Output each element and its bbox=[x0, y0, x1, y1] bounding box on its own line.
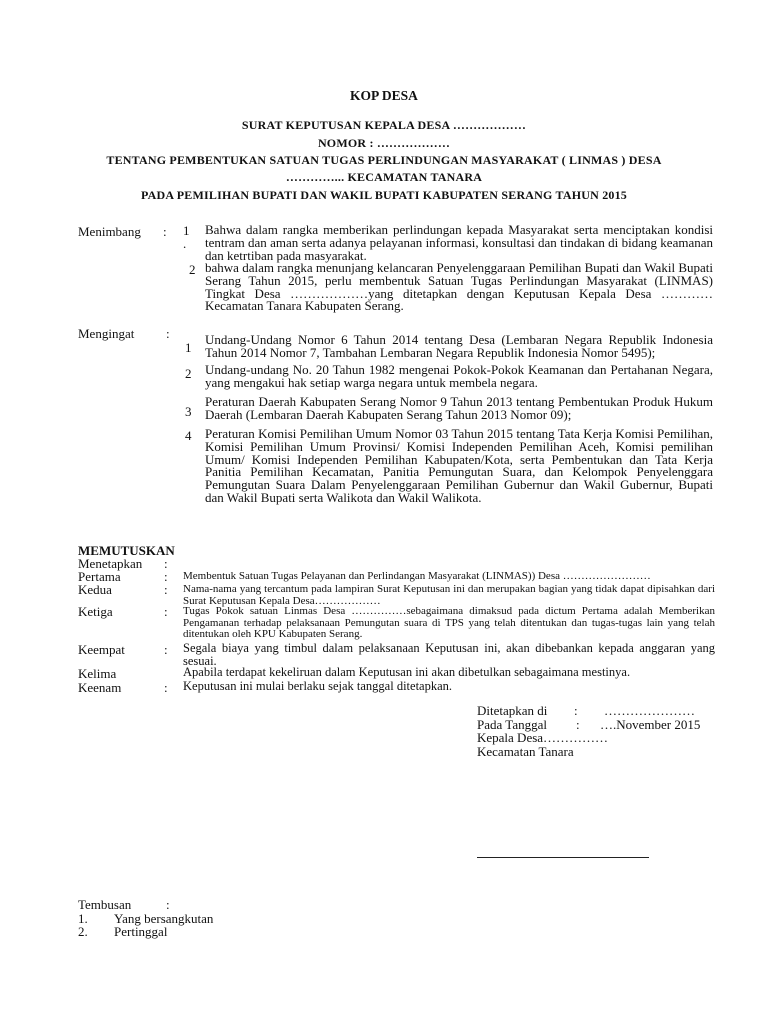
tembusan-colon: : bbox=[166, 897, 170, 912]
keempat-colon: : bbox=[164, 642, 168, 657]
decree-number: NOMOR : ……………… bbox=[317, 136, 451, 150]
mengingat-item-1: Undang-Undang Nomor 6 Tahun 2014 tentang Desa (Lembaran Negara Republik Indonesia Tahun 2014 Nomor 7, Tambahan Lembaran Negara Republik Indonesia Nomor 5495); bbox=[205, 332, 713, 360]
ketiga-text: Tugas Pokok satuan Linmas Desa ……………sebagaimana dimaksud pada dictum Pertama adalah Memberikan Pengamanan terhadap pelaksanaan Pemungutan suara di TPS yang telah ditentukan dan tugas-tugas lain yang telah ditentukan oleh KPU Kabupaten Serang. bbox=[183, 605, 715, 640]
kedua-label: Kedua bbox=[78, 582, 112, 597]
kecamatan-label: Kecamatan Tanara bbox=[477, 744, 574, 759]
decree-title: SURAT KEPUTUSAN KEPALA DESA ……………… bbox=[241, 118, 527, 132]
menimbang-item-2: bahwa dalam rangka menunjang kelancaran Penyelenggaraan Pemilihan Bupati dan Wakil Bupati Serang Tahun 2015, perlu membentuk Satuan Tugas Perlindungan Masyarakat (LINMAS) Tingkat Desa ………………yang ditetapkan dengan Keputusan Kepala Desa …………Kecamatan Tanara Kabupaten Serang. bbox=[205, 260, 713, 314]
kedua-colon: : bbox=[164, 582, 168, 597]
kedua-text: Nama-nama yang tercantum pada lampiran Surat Keputusan ini dan merupakan bagian yang tidak dapat dipisahkan dari Surat Keputusan Kepala Desa……………… bbox=[183, 583, 715, 607]
decree-subject: TENTANG PEMBENTUKAN SATUAN TUGAS PERLINDUNGAN MASYARAKAT ( LINMAS ) DESA bbox=[106, 153, 662, 167]
keempat-label: Keempat bbox=[78, 642, 125, 657]
ditetapkan-value: ………………… bbox=[604, 703, 695, 718]
decree-subject-election: PADA PEMILIHAN BUPATI DAN WAKIL BUPATI KABUPATEN SERANG TAHUN 2015 bbox=[140, 188, 628, 202]
tembusan-item-1: Yang bersangkutan bbox=[114, 911, 214, 926]
keenam-label: Keenam bbox=[78, 680, 122, 695]
ketiga-label: Ketiga bbox=[78, 604, 113, 619]
tanggal-colon: : bbox=[576, 717, 580, 732]
keempat-text: Segala biaya yang timbul dalam pelaksanaan Keputusan ini, akan dibebankan kepada anggaran yang sesuai. bbox=[183, 641, 715, 668]
kelima-text: Apabila terdapat kekeliruan dalam Keputusan ini akan dibetulkan sebagaimana mestinya. bbox=[183, 665, 631, 679]
menimbang-num-2: 2 bbox=[189, 262, 196, 277]
keenam-text: Keputusan ini mulai berlaku sejak tanggal ditetapkan. bbox=[183, 679, 453, 693]
ketiga-colon: : bbox=[164, 604, 168, 619]
memutuskan-heading: MEMUTUSKAN bbox=[78, 543, 175, 558]
mengingat-num-1: 1 bbox=[185, 340, 192, 355]
signature-line bbox=[477, 857, 649, 858]
mengingat-num-3: 3 bbox=[185, 404, 192, 419]
mengingat-num-4: 4 bbox=[185, 428, 192, 443]
decree-subject-village: …………... KECAMATAN TANARA bbox=[285, 170, 483, 184]
tembusan-item-2: Pertinggal bbox=[114, 924, 168, 939]
ditetapkan-label: Ditetapkan di bbox=[477, 703, 548, 718]
keenam-colon: : bbox=[164, 680, 168, 695]
tanggal-value: ….November 2015 bbox=[600, 717, 701, 732]
tembusan-num-1: 1. bbox=[78, 911, 88, 926]
mengingat-num-2: 2 bbox=[185, 366, 192, 381]
tembusan-num-2: 2. bbox=[78, 924, 88, 939]
menimbang-num-1: 1 . bbox=[183, 223, 190, 251]
kop-desa-heading: KOP DESA bbox=[350, 88, 418, 103]
mengingat-item-4: Peraturan Komisi Pemilihan Umum Nomor 03 Tahun 2015 tentang Tata Kerja Komisi Pemilihan, Komisi Pemilihan Umum Provinsi/ Komisi Independen Pemilihan Aceh, Komisi pemilihan Umum/ Komisi Independen Pemilihan Kabupaten/Kota, serta Pembentukan dan Tata Kerja Panitia Pemilihan Kecamatan, Panitia Pemungutan Suara, dan Kelompok Penyelenggara Pemungutan Suara Dalam Penyelenggaraan Pemilihan Gubernur dan Wakil Gubernur, Bupati dan Wakil Bupati serta Walikota dan Wakil Walikota. bbox=[205, 426, 713, 505]
menetapkan-label: Menetapkan bbox=[78, 556, 143, 571]
ditetapkan-colon: : bbox=[574, 703, 578, 718]
pertama-colon: : bbox=[164, 569, 168, 584]
mengingat-item-3: Peraturan Daerah Kabupaten Serang Nomor 9 Tahun 2013 tentang Pembentukan Produk Hukum Daerah (Lembaran Daerah Kabupaten Serang Tahun 2013 Nomor 09); bbox=[205, 394, 713, 422]
mengingat-colon: : bbox=[166, 326, 170, 341]
mengingat-label: Mengingat bbox=[78, 326, 135, 341]
kepala-desa-label: Kepala Desa…………… bbox=[477, 730, 609, 745]
pertama-text: Membentuk Satuan Tugas Pelayanan dan Perlindangan Masyarakat (LINMAS)) Desa …………………… bbox=[183, 570, 651, 582]
tembusan-label: Tembusan bbox=[78, 897, 132, 912]
menimbang-item-1: Bahwa dalam rangka memberikan perlindungan kepada Masyarakat serta menciptakan kondisi tentram dan aman serta adanya pelayanan informasi, konsultasi dan tindakan di bidang keamanan dan ketrtiban pada masyarakat. bbox=[205, 222, 713, 263]
pertama-label: Pertama bbox=[78, 569, 121, 584]
mengingat-item-2: Undang-undang No. 20 Tahun 1982 mengenai Pokok-Pokok Keamanan dan Pertahanan Negara, yang mengakui hak setiap warga negara untuk membela negara. bbox=[205, 362, 713, 390]
tanggal-label: Pada Tanggal bbox=[477, 717, 547, 732]
menimbang-label: Menimbang bbox=[78, 224, 141, 239]
menimbang-colon: : bbox=[163, 224, 167, 239]
menetapkan-colon: : bbox=[164, 556, 168, 571]
kelima-label: Kelima bbox=[78, 666, 117, 681]
